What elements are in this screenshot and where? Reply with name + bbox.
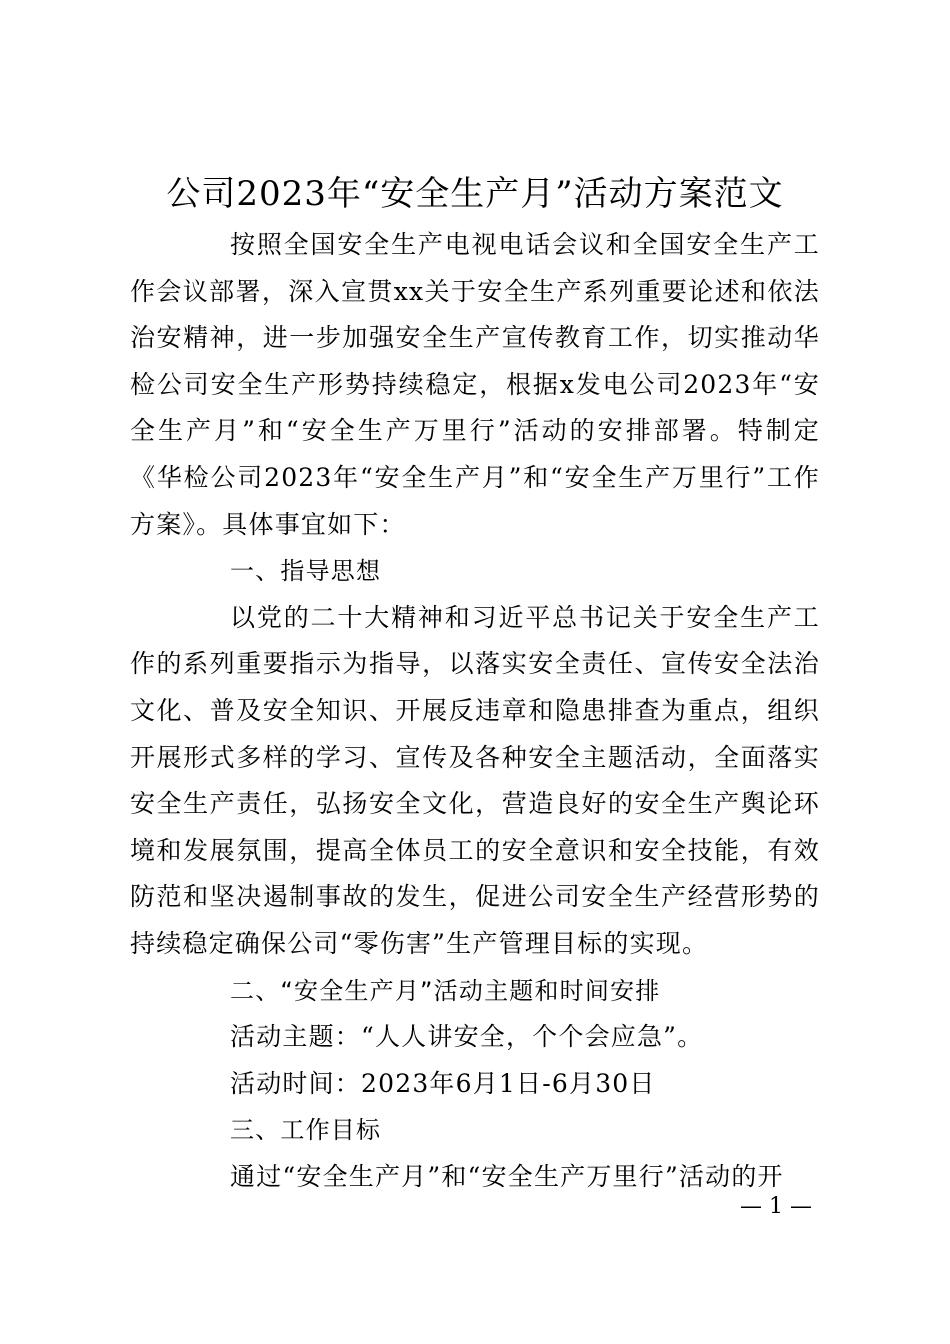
section-heading-guiding-thought: 一、指导思想 — [230, 557, 382, 586]
work-goals-paragraph: 通过“安全生产月”和“安全生产万里行”活动的开 — [230, 1161, 784, 1191]
intro-paragraph: 按照全国安全生产电视电话会议和全国安全生产工作会议部署，深入宣贯xx关于安全生产系列重要论述和依法治安精神，进一步加强安全生产宣传教育工作，切实推动华检公司安全生产形势持续稳定，根据x发电公司2023年“安全生产月”和“安全生产万里行”活动的安排部署。特制定《华检公司2023年“安全生产月”和“安全生产万里行”工作方案》。具体事宜如下： — [130, 230, 820, 539]
section-heading-theme-schedule: 二、“安全生产月”活动主题和时间安排 — [230, 976, 661, 1005]
document-body — [130, 222, 820, 1200]
section-heading-work-goals: 三、工作目标 — [230, 1116, 382, 1145]
activity-time-paragraph: 活动时间：2023年6月1日-6月30日 — [230, 1068, 656, 1098]
guiding-thought-paragraph: 以党的二十大精神和习近平总书记关于安全生产工作的系列重要指示为指导，以落实安全责任、宣传安全法治文化、普及安全知识、开展反违章和隐患排查为重点，组织开展形式多样的学习、宣传及各种安全主题活动，全面落实安全生产责任，弘扬安全文化，营造良好的安全生产舆论环境和发展氛围，提高全体员工的安全意识和安全技能，有效防范和坚决遏制事故的发生，促进公司安全生产经营形势的持续稳定确保公司“零伤害”生产管理目标的实现。 — [130, 602, 820, 958]
page-number: — 1 — — [740, 1194, 812, 1219]
document-title: 公司2023年“安全生产月”活动方案范文 — [166, 174, 784, 214]
activity-theme-paragraph: 活动主题：“人人讲安全，个个会应急”。 — [230, 1022, 704, 1052]
